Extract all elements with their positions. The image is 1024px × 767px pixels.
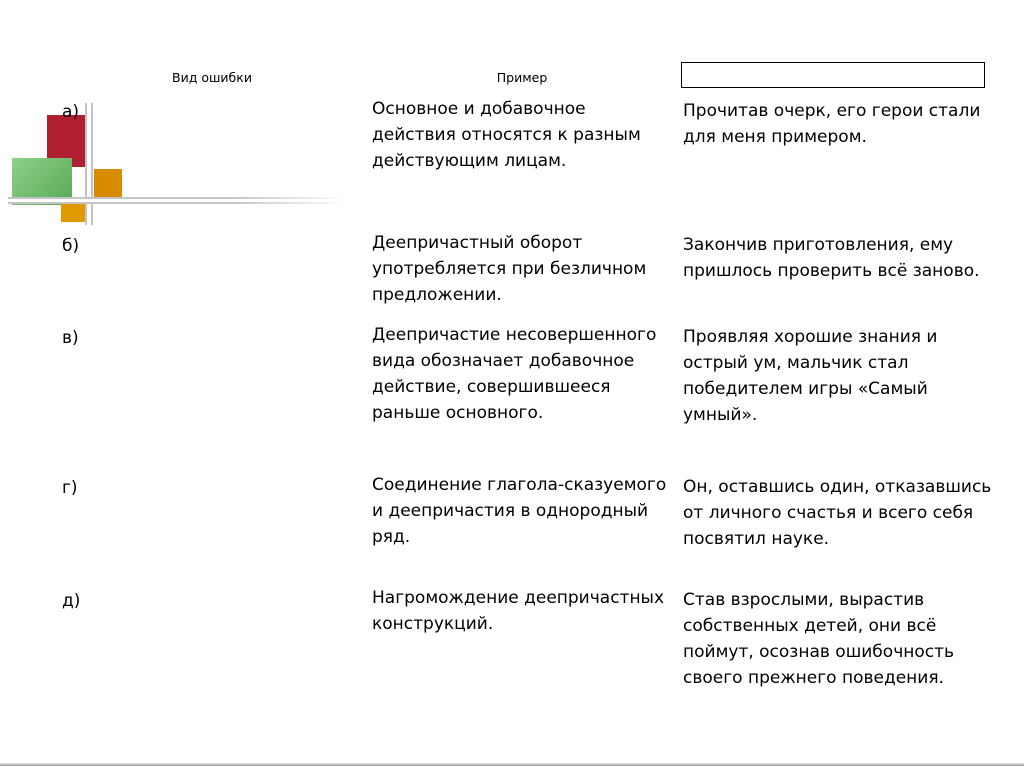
example-cell: Он, оставшись один, отказавшись от личного счастья и всего себя посвятил науке. <box>683 477 992 549</box>
row-label: в) <box>62 328 79 348</box>
row-label: а) <box>62 102 80 122</box>
bottom-border-line <box>0 763 1024 766</box>
error-type-cell: Деепричастный оборот употребляется при безличном предложении. <box>372 233 647 305</box>
row-label: д) <box>62 591 81 611</box>
error-type-cell: Деепричастие несовершенного вида обозначает добавочное действие, совершившееся раньше основного. <box>372 325 657 423</box>
example-cell: Закончив приготовления, ему пришлось проверить всё заново. <box>683 235 980 281</box>
row-label: б) <box>62 236 80 256</box>
example-cell: Прочитав очерк, его герои стали для меня примером. <box>683 101 981 147</box>
column-header-error-type: Вид ошибки <box>172 70 252 85</box>
error-type-cell: Основное и добавочное действия относятся к разным действующим лицам. <box>372 99 641 171</box>
empty-header-cell <box>681 62 985 88</box>
row-label: г) <box>62 478 78 498</box>
error-type-cell: Соединение глагола-сказуемого и деепричастия в однородный ряд. <box>372 475 667 547</box>
example-cell: Проявляя хорошие знания и острый ум, мальчик стал победителем игры «Самый умный». <box>683 327 938 425</box>
decor-orange-square-small <box>61 202 87 222</box>
column-header-example: Пример <box>496 70 548 85</box>
example-cell: Став взрослыми, вырастив собственных детей, они всё поймут, осознав ошибочность своего прежнего поведения. <box>683 590 955 688</box>
decor-horizontal-line <box>8 197 348 204</box>
error-type-cell: Нагромождение деепричастных конструкций. <box>372 588 665 634</box>
